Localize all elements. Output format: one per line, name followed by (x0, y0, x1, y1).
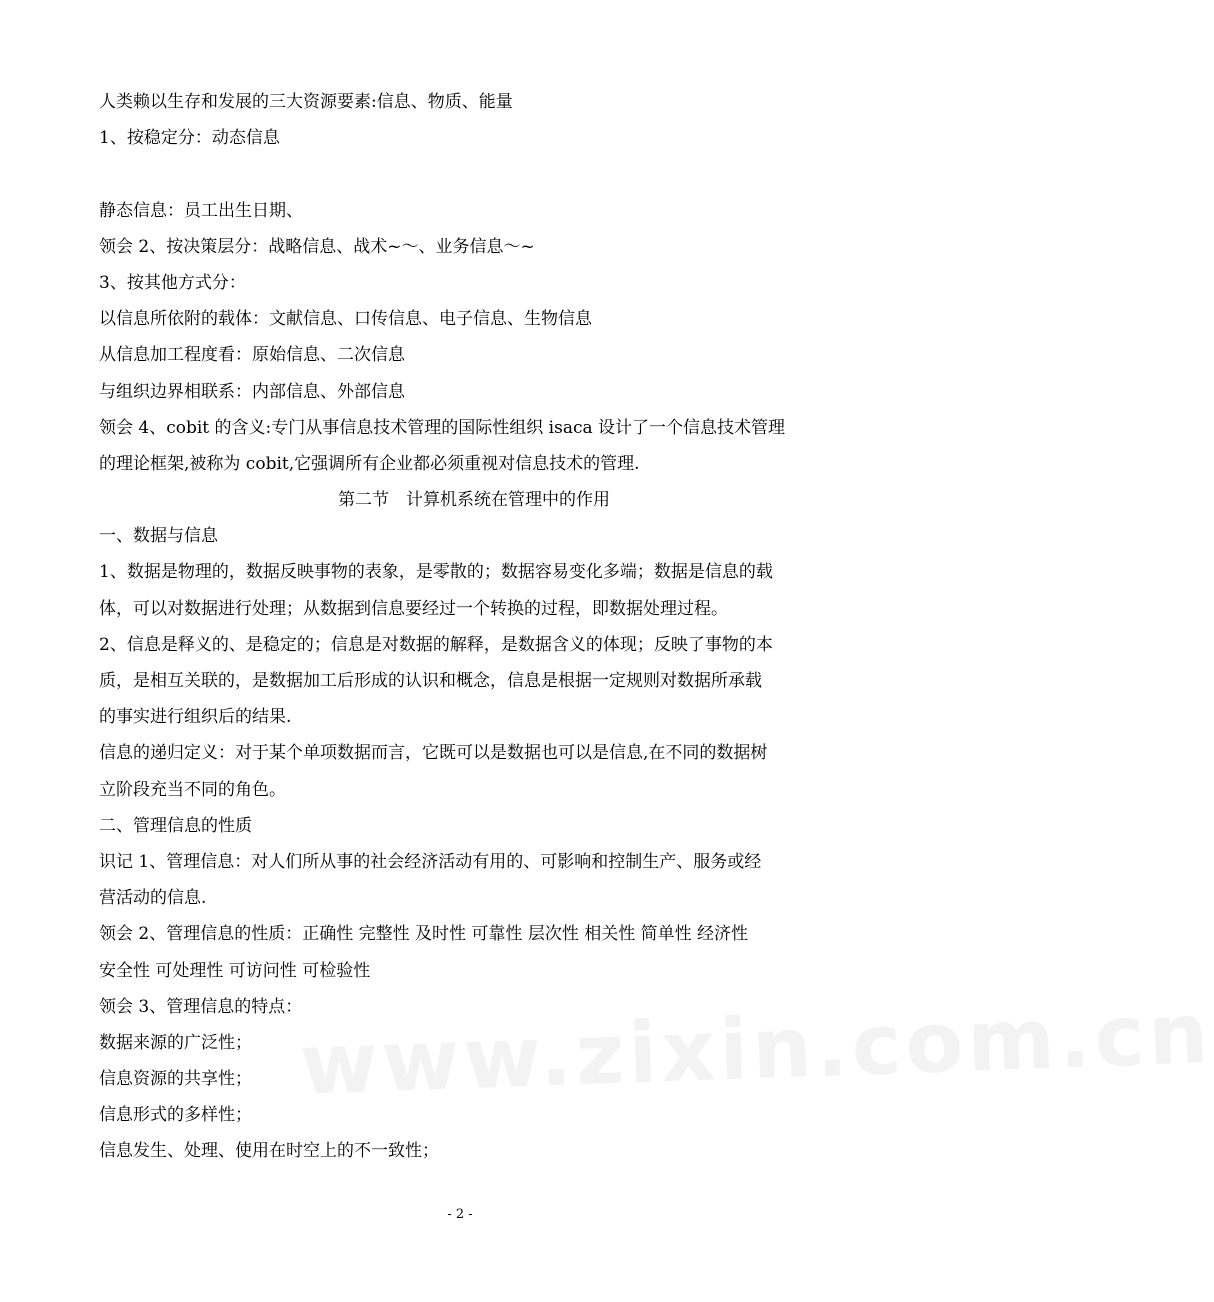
text-line: 与组织边界相联系：内部信息、外部信息 (99, 381, 405, 402)
text-line: 领会 2、管理信息的性质：正确性 完整性 及时性 可靠性 层次性 相关性 简单性 经济性 (99, 924, 749, 945)
text-line: 领会 2、按决策层分：战略信息、战术~～、业务信息～~ (99, 236, 535, 257)
text-line: 从信息加工程度看：原始信息、二次信息 (99, 345, 405, 366)
text-line: 立阶段充当不同的角色。 (99, 779, 286, 800)
text-line: 识记 1、管理信息：对人们所从事的社会经济活动有用的、可影响和控制生产、服务或经 (99, 851, 762, 872)
list-item: 信息形式的多样性； (99, 1105, 252, 1126)
watermark: www.zixin.com.cn (298, 984, 1214, 1114)
text-line: 体，可以对数据进行处理；从数据到信息要经过一个转换的过程，即数据处理过程。 (99, 598, 728, 619)
text-line: 领会 4、cobit 的含义:专门从事信息技术管理的国际性组织 isaca 设计了一个信息技术管理 (99, 417, 786, 438)
text-line: 1、数据是物理的，数据反映事物的表象，是零散的；数据容易变化多端；数据是信息的载 (99, 562, 773, 583)
list-item: 信息发生、处理、使用在时空上的不一致性； (99, 1141, 439, 1162)
page-number: - 2 - (447, 1207, 473, 1222)
text-line: 的事实进行组织后的结果. (99, 707, 292, 728)
heading-line: 二、管理信息的性质 (99, 815, 252, 836)
text-line: 领会 3、管理信息的特点： (99, 996, 303, 1017)
text-line: 静态信息：员工出生日期、 (99, 200, 303, 221)
text-line: 质，是相互关联的，是数据加工后形成的认识和概念，信息是根据一定规则对数据所承载 (99, 671, 762, 691)
text-line: 信息的递归定义：对于某个单项数据而言，它既可以是数据也可以是信息,在不同的数据树 (99, 743, 768, 764)
list-item: 数据来源的广泛性； (99, 1032, 252, 1053)
text-line: 2、信息是释义的、是稳定的；信息是对数据的解释，是数据含义的体现；反映了事物的本 (99, 634, 773, 655)
text-line: 3、按其他方式分： (99, 272, 246, 293)
text-line: 以信息所依附的载体：文献信息、口传信息、电子信息、生物信息 (99, 309, 592, 330)
document-body (99, 84, 829, 1170)
text-line: 的理论框架,被称为 cobit,它强调所有企业都必须重视对信息技术的管理. (99, 453, 640, 474)
blank-line (99, 156, 829, 192)
list-item: 信息资源的共享性； (99, 1069, 252, 1090)
text-line: 1、按稳定分：动态信息 (99, 128, 280, 149)
text-line: 安全性 可处理性 可访问性 可检验性 (99, 960, 371, 981)
section-title: 第二节 计算机系统在管理中的作用 (338, 490, 610, 511)
text-line: 营活动的信息. (99, 888, 207, 909)
text-line: 人类赖以生存和发展的三大资源要素:信息、物质、能量 (99, 92, 513, 112)
heading-line: 一、数据与信息 (99, 526, 218, 547)
